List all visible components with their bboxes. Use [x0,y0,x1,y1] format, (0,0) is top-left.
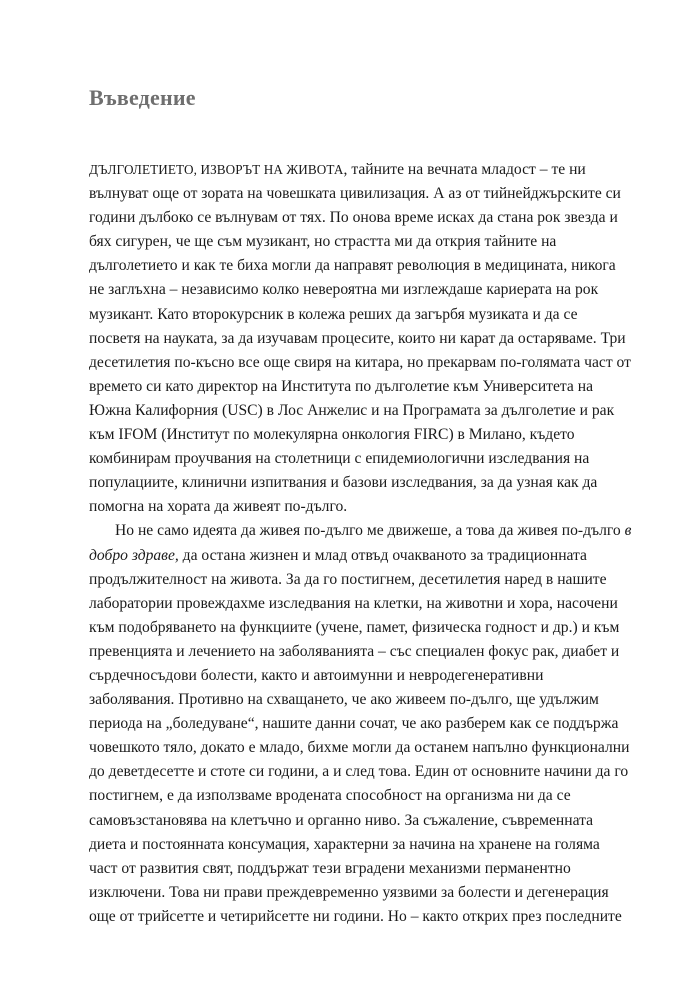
paragraph-1-line: популациите, клинични изпитвания и базови изследвания, за да узная как да [89,474,598,492]
paragraph-1-line: към IFOM (Институт по молекулярна онкология FIRC) в Милано, където [89,426,575,444]
paragraph-1-line: комбинирам проучвания на столетници с епидемиологични изследвания на [89,450,590,468]
paragraph-2-line: превенцията и лечението на заболяванията – със специален фокус рак, диабет и [89,642,620,660]
paragraph-1-line: музикант. Като второкурсник в колежа реших да загърбя музиката и да се [89,305,578,323]
paragraph-2-line: диета и постоянната консумация, характерни за начина на хранене на голяма [89,835,600,853]
body-text [89,158,632,929]
paragraph-2-line-1: Но не само идеята да живея по-дълго ме движеше, а това да живея по-дълго в [115,522,632,540]
paragraph-2-line: човешкото тяло, докато е младо, бихме могли да останем напълно функционални [89,739,630,757]
paragraph-1-line: не заглъхна – независимо колко невероятна ми изглеждаше кариерата на рок [89,281,599,299]
paragraph-2-line: периода на „боледуване“, нашите данни сочат, че ако разберем как се поддържа [89,715,619,733]
paragraph-2-line: към подобряването на функциите (учене, памет, физическа годност и др.) и към [89,618,620,636]
paragraph-2-line: сърдечносъдови болести, както и автоимунни и невродегенеративни [89,666,544,684]
chapter-heading: Въведение [89,85,196,110]
paragraph-1-line: дълголетието и как те биха могли да направят революция в медицината, никога [89,257,616,275]
paragraph-2-line: още от трийсетте и четирийсетте ни години. Но – както открих през последните [89,907,622,925]
paragraph-1-line: вълнуват още от зората на човешката цивилизация. А аз от тийнейджърските си [89,185,621,203]
paragraph-2-line: част от развития свят, поддържат тези вградени механизми перманентно [89,859,571,877]
paragraph-2-line: продължителност на живота. За да го постигнем, десетилетия наред в нашите [89,570,607,588]
paragraph-2-line: изключени. Това ни прави преждевременно уязвими за болести и дегенерация [89,883,609,901]
italic-emphasis: добро здраве, [89,546,179,564]
paragraph-1-line: десетилетия по-късно все още свиря на китара, но прекарвам по-голямата част от [89,353,631,371]
italic-emphasis: в [624,522,632,540]
lead-small-caps: ДЪЛГОЛЕТИЕТО, ИЗВОРЪТ НА ЖИВОТА [89,162,344,177]
paragraph-2-line: до деветдесетте и стоте си години, а и след това. Един от основните начини да го [89,763,629,781]
paragraph-1-line-1: ДЪЛГОЛЕТИЕТО, ИЗВОРЪТ НА ЖИВОТА, тайните на вечната младост – те ни [89,161,586,178]
paragraph-1-line: времето си като директор на Института по дълголетие към Университета на [89,377,594,395]
paragraph-1-line: посветя на науката, за да изучавам процесите, които ни карат да остаряваме. Три [89,329,626,347]
paragraph-2-line: заболявания. Противно на схващането, че ако живеем по-дълго, ще удължим [89,691,599,709]
paragraph-1-line: помогна на хората да живеят по-дълго. [89,498,348,516]
paragraph-1-line: години дълбоко се вълнувам от тях. По онова време исках да стана рок звезда и [89,209,618,227]
paragraph-2-line-2: добро здраве, да остана жизнен и млад отвъд очакваното за традиционната [89,546,587,564]
paragraph-2-line: лаборатории провеждахме изследвания на клетки, на животни и хора, насочени [89,594,618,612]
paragraph-2-line: постигнем, е да използваме вродената способност на организма ни да се [89,787,571,805]
paragraph-2-line: самовъзстановява на клетъчно и органно ниво. За съжаление, съвременната [89,811,594,829]
paragraph-1-line: Южна Калифорния (USC) в Лос Анжелис и на Програмата за дълголетие и рак [89,401,615,419]
paragraph-1-line: бях сигурен, че ще съм музикант, но страстта ми да открия тайните на [89,233,557,251]
